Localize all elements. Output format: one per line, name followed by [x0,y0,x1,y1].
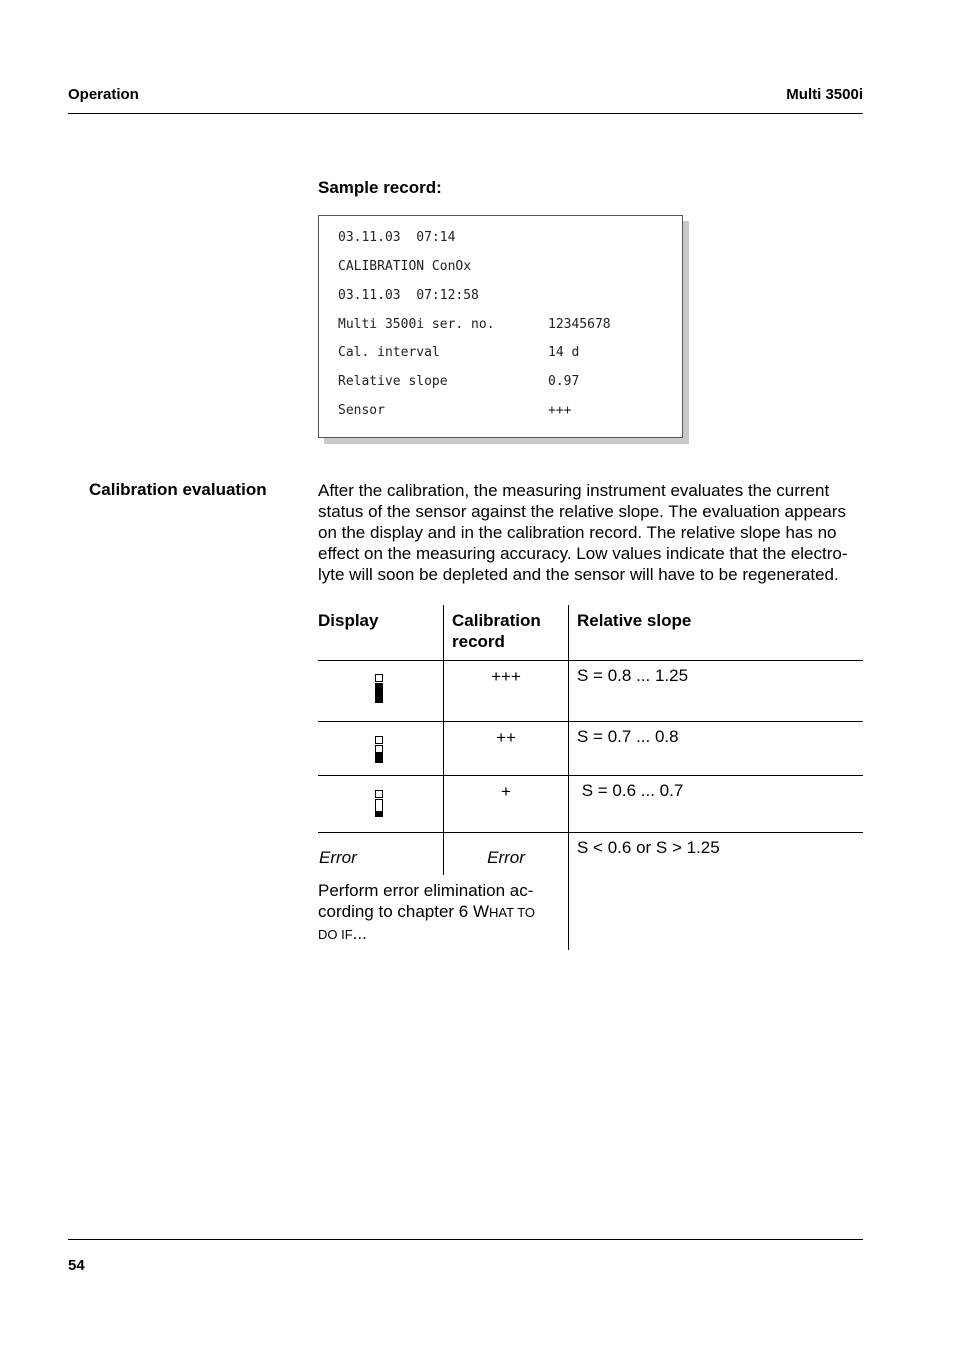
electrode-full-icon [374,674,384,703]
record-line: Sensor +++ [338,403,572,418]
error-display: Error [319,848,357,867]
slope-value: S = 0.6 ... 0.7 [577,781,684,800]
page-number: 54 [68,1257,85,1274]
header-product: Multi 3500i [786,86,863,103]
table-rule [318,660,863,661]
record-value: + [501,782,511,801]
calibration-evaluation-paragraph [318,480,868,585]
paragraph-line: After the calibration, the measuring instrument evaluates the current [318,481,830,500]
paragraph-line: lyte will soon be depleted and the sensor will have to be regenerated. [318,565,839,584]
table-rule [318,832,863,833]
column-header-display: Display [318,611,379,630]
header-section: Operation [68,86,139,103]
table-rule [318,775,863,776]
paragraph-line: on the display and in the calibration record. The relative slope has no [318,523,837,542]
paragraph-line: status of the sensor against the relative slope. The evaluation appears [318,502,846,521]
record-value: +++ [491,667,521,686]
record-line: Relative slope 0.97 [338,374,580,389]
slope-value: S = 0.7 ... 0.8 [577,727,679,746]
slope-value: S = 0.8 ... 1.25 [577,666,689,685]
column-header-record: Calibration record [452,611,541,651]
table-rule [318,721,863,722]
record-value: ++ [496,728,516,747]
column-header-slope: Relative slope [577,611,692,630]
record-line: Cal. interval 14 d [338,345,580,360]
record-line: CALIBRATION ConOx [338,259,472,274]
record-line: Multi 3500i ser. no. 12345678 [338,317,611,332]
header-rule [68,113,863,114]
record-line: 03.11.03 07:14 [338,230,456,245]
error-note: Perform error elimination ac- cording to chapter 6 WHAT TO DO IF... [318,881,536,943]
error-slope: S < 0.6 or S > 1.25 [577,838,720,857]
sample-record-heading: Sample record: [318,178,442,197]
sample-record-box [318,215,683,438]
electrode-half-icon [374,736,384,763]
electrode-low-icon [374,790,384,817]
error-record: Error [487,848,525,867]
table-divider [568,605,569,950]
paragraph-line: effect on the measuring accuracy. Low values indicate that the electro- [318,544,848,563]
calibration-evaluation-heading: Calibration evaluation [89,480,267,499]
footer-rule [68,1239,863,1240]
record-line: 03.11.03 07:12:58 [338,288,479,303]
